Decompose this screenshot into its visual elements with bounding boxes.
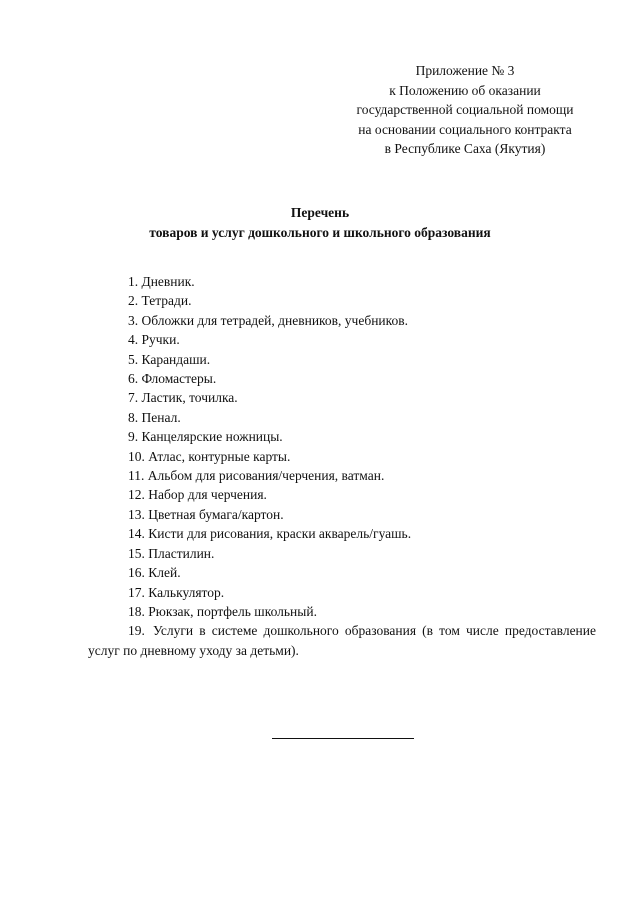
item-number: 5.: [128, 351, 139, 367]
item-number: 14.: [128, 526, 145, 542]
item-number: 1.: [128, 274, 139, 289]
list-item: [88, 466, 596, 485]
title-line: товаров и услуг дошкольного и школьного образования: [149, 225, 491, 240]
item-text: Канцелярские ножницы.: [141, 429, 283, 445]
item-number: 15.: [128, 545, 145, 561]
item-number: 18.: [128, 603, 145, 619]
list-item: [88, 447, 596, 466]
list-item: [88, 583, 596, 602]
item-text: Услуги в системе дошкольного образования (в том числе предоставление услуг по дневному уходу за детьми).: [88, 623, 596, 658]
item-number: 10.: [128, 448, 145, 464]
item-text: Пенал.: [141, 409, 181, 425]
item-number: 11.: [128, 468, 145, 484]
annex-line: на основании социального контракта: [358, 121, 572, 137]
item-text: Рюкзак, портфель школьный.: [148, 603, 317, 619]
item-number: 7.: [128, 390, 139, 406]
item-number: 2.: [128, 293, 139, 309]
list-item: [88, 544, 596, 563]
title-line: Перечень: [290, 205, 350, 220]
list-item: [88, 369, 596, 388]
item-text: Пластилин.: [148, 545, 215, 561]
item-text: Альбом для рисования/черчения, ватман.: [147, 468, 385, 484]
item-text: Обложки для тетрадей, дневников, учебников.: [141, 312, 409, 328]
item-number: 9.: [128, 429, 139, 445]
annex-header: [300, 61, 630, 159]
item-text: Цветная бумага/картон.: [148, 506, 284, 522]
list-item: [88, 621, 596, 660]
annex-line: государственной социальной помощи: [356, 102, 574, 117]
item-text: Атлас, контурные карты.: [148, 448, 291, 464]
item-number: 13.: [128, 506, 145, 522]
item-number: 3.: [128, 312, 139, 328]
list-item: [88, 272, 596, 291]
item-text: Фломастеры.: [141, 371, 217, 387]
list-item: [88, 388, 596, 407]
list-item: [88, 427, 596, 446]
list-item: [88, 330, 596, 349]
list-item: [88, 408, 596, 427]
item-text: Ручки.: [141, 332, 180, 348]
item-text: Ластик, точилка.: [141, 390, 238, 406]
annex-line: в Республике Саха (Якутия): [384, 141, 546, 156]
item-text: Дневник.: [141, 274, 195, 289]
item-text: Тетради.: [141, 293, 192, 309]
item-number: 16.: [128, 565, 145, 581]
item-text: Карандаши.: [141, 351, 211, 367]
item-number: 19.: [128, 623, 145, 639]
item-number: 12.: [128, 487, 145, 503]
document-title: [0, 203, 640, 243]
list-item: [88, 505, 596, 524]
list-item: [88, 485, 596, 504]
annex-line: Приложение № 3: [415, 63, 515, 78]
item-text: Калькулятор.: [148, 584, 225, 600]
list-item: [88, 350, 596, 369]
list-item: [88, 291, 596, 310]
list-item: [88, 602, 596, 621]
items-list: [88, 272, 596, 660]
item-text: Набор для черчения.: [148, 487, 267, 503]
closing-rule: [272, 738, 414, 739]
item-text: Клей.: [148, 565, 181, 581]
item-text: Кисти для рисования, краски акварель/гуашь.: [148, 526, 412, 542]
list-item: [88, 563, 596, 582]
item-number: 4.: [128, 332, 139, 348]
list-item: [88, 311, 596, 330]
item-number: 17.: [128, 584, 145, 600]
list-item: [88, 524, 596, 543]
annex-line: к Положению об оказании: [389, 82, 541, 98]
item-number: 6.: [128, 371, 139, 387]
item-number: 8.: [128, 409, 139, 425]
